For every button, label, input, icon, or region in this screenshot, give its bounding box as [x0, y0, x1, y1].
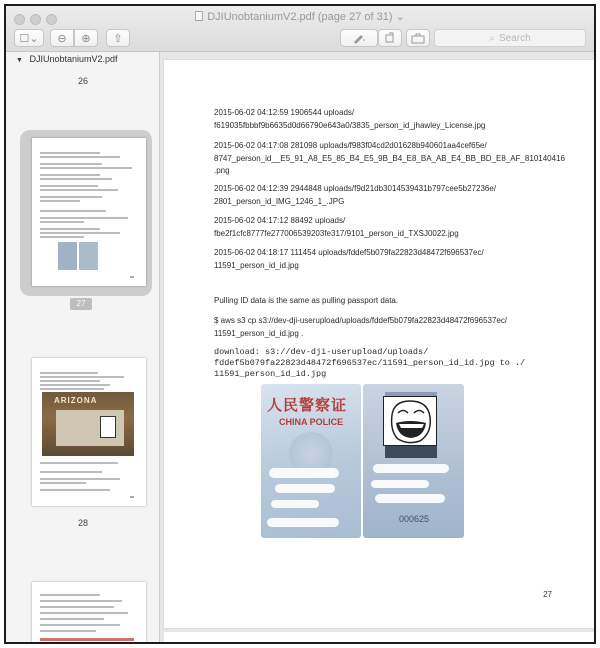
- card-title: 人民警察证: [267, 396, 348, 414]
- document-icon: [195, 11, 203, 21]
- redaction-bar: [275, 484, 335, 493]
- thumb-text-line: [40, 630, 96, 632]
- uniform: [385, 446, 437, 458]
- thumb-text-line: [40, 462, 118, 464]
- thumb-text-line: [40, 624, 120, 626]
- thumb-text-line: [40, 185, 98, 187]
- thumbnail-page-label: 28: [77, 518, 88, 528]
- thumb-text-line: [40, 189, 118, 191]
- selected-page-badge: 27: [70, 298, 92, 310]
- search-placeholder: Search: [498, 32, 531, 44]
- thumb-text-line: [40, 372, 98, 374]
- thumbnail-page-label: 26: [77, 76, 88, 86]
- redaction-bar: [267, 518, 339, 527]
- share-icon: ⇧: [113, 32, 123, 45]
- title-bar: [6, 6, 594, 52]
- thumb-text-line: [40, 594, 100, 596]
- troll-face-icon: [384, 397, 436, 445]
- thumb-text-line: [40, 228, 100, 230]
- log-line: .png: [214, 166, 230, 175]
- zoom-in-button[interactable]: [74, 29, 98, 47]
- thumb-text-line: [40, 489, 110, 491]
- thumb-license-state: ARIZONA: [54, 396, 98, 405]
- thumb-text-line: [40, 482, 86, 484]
- thumbnail-page-29[interactable]: [32, 582, 146, 644]
- log-line: 11591_person_id_id.jpg: [214, 261, 299, 270]
- thumb-text-line: [40, 210, 106, 212]
- log-line: 2015-06-02 04:12:59 1906544 uploads/: [214, 108, 355, 117]
- thumb-text-line: [40, 376, 124, 378]
- thumbnail-page-27[interactable]: [32, 138, 146, 286]
- thumb-text-line: [40, 600, 122, 602]
- pdf-page: [164, 60, 594, 628]
- output-line: fddef5b079fa22823d48472f696537ec/11591_person_id_id.jpg to ./: [214, 358, 526, 368]
- search-icon: ⌕: [489, 32, 495, 44]
- thumb-license-image: [42, 392, 134, 456]
- thumbnail-sidebar[interactable]: [6, 52, 160, 644]
- card-id-number: 000625: [399, 514, 430, 524]
- thumb-text-line: [40, 471, 102, 473]
- log-line: fbe2f1cfc8777fe277006539203fe317/9101_person_id_TXSJ0022.jpg: [214, 229, 459, 238]
- thumb-text-line: [40, 196, 102, 198]
- sidebar-file-name: DJIUnobtaniumV2.pdf: [29, 54, 118, 64]
- thumb-page-number: [130, 276, 134, 278]
- zoom-in-icon: ⊕: [81, 32, 91, 45]
- thumb-text-line: [40, 221, 84, 223]
- thumb-text-line: [40, 380, 100, 382]
- redaction-bar: [269, 468, 339, 478]
- redaction-bar: [373, 464, 449, 473]
- redaction-bar: [375, 494, 445, 503]
- zoom-out-icon: ⊖: [57, 32, 67, 45]
- thumb-text-line: [40, 167, 132, 169]
- log-line: f619035fbbbf9b6635d0d66790e643a0/3835_person_id_jhawley_License.jpg: [214, 121, 486, 130]
- pen-icon: [351, 32, 367, 44]
- thumb-text-line: [40, 388, 104, 390]
- thumb-text-line: [40, 618, 104, 620]
- log-line: 2015-06-02 04:18:17 111454 uploads/fddef5b079fa22823d48472f696537ec/: [214, 248, 484, 257]
- command-line: 11591_person_id_id.jpg .: [214, 329, 304, 338]
- troll-face-overlay: [383, 396, 437, 446]
- disclosure-triangle-icon[interactable]: ▼: [16, 57, 23, 64]
- body-text: Pulling ID data is the same as pulling passport data.: [214, 296, 399, 305]
- zoom-out-button[interactable]: [50, 29, 74, 47]
- thumb-text-line: [40, 384, 110, 386]
- next-pdf-page: [164, 632, 594, 644]
- police-id-card-front: [261, 384, 361, 538]
- card-subtitle: CHINA POLICE: [279, 417, 344, 427]
- thumb-text-line: [40, 612, 128, 614]
- toolbox-button[interactable]: [406, 29, 430, 47]
- log-line: 2015-06-02 04:12:39 2944848 uploads/f9d21db3014539431b797cee5b27236e/: [214, 184, 497, 193]
- output-line: 11591_person_id_id.jpg: [214, 369, 327, 379]
- thumb-highlight-line: [40, 638, 134, 641]
- preview-window: [4, 4, 596, 644]
- sidebar-file-header[interactable]: [6, 52, 160, 66]
- thumb-text-line: [40, 156, 120, 158]
- sidebar-toggle-button[interactable]: [14, 29, 44, 47]
- thumb-text-line: [40, 606, 114, 608]
- page-number: 27: [543, 590, 552, 599]
- window-title-text: DJIUnobtaniumV2.pdf (page 27 of 31): [207, 11, 393, 23]
- thumb-text-line: [40, 174, 100, 176]
- chevron-down-icon[interactable]: ⌄: [395, 11, 405, 23]
- share-button[interactable]: [106, 29, 130, 47]
- sidebar-icon: ☐⌄: [19, 32, 39, 45]
- thumb-text-line: [40, 163, 102, 165]
- markup-button[interactable]: [340, 29, 378, 47]
- log-line: 2015-06-02 04:17:12 88492 uploads/: [214, 216, 346, 225]
- redaction-bar: [271, 500, 319, 508]
- document-viewer[interactable]: [161, 52, 594, 644]
- thumb-text-line: [40, 478, 120, 480]
- command-line: $ aws s3 cp s3://dev-dji-userupload/uploads/fddef5b079fa22823d48472f696537ec/: [214, 316, 508, 325]
- log-line: 2015-06-02 04:17:08 281098 uploads/f983f04cd2d01628b940601aa4cef65e/: [214, 141, 487, 150]
- toolbox-icon: [411, 32, 425, 44]
- thumb-text-line: [40, 178, 112, 180]
- log-line: 8747_person_id__E5_91_A8_E5_85_B4_E5_9B_B4_E8_BA_AB_E4_BB_BD_E8_AF_810140416: [214, 154, 565, 163]
- output-line: download: s3://dev-dji-userupload/uploads/: [214, 347, 429, 357]
- window-title: [6, 10, 594, 23]
- redaction-bar: [371, 480, 429, 488]
- rotate-icon: [384, 32, 396, 44]
- thumb-text-line: [40, 232, 120, 234]
- log-line: 2801_person_id_IMG_1246_1_.JPG: [214, 197, 345, 206]
- police-id-card-back: [363, 384, 464, 538]
- thumb-text-line: [40, 236, 84, 238]
- thumb-id-card-image: [58, 242, 98, 270]
- search-field[interactable]: [434, 29, 586, 47]
- thumb-page-number: [130, 496, 134, 498]
- thumbnail-page-28[interactable]: [32, 358, 146, 506]
- thumb-text-line: [40, 217, 128, 219]
- thumb-text-line: [40, 200, 80, 202]
- rotate-button[interactable]: [378, 29, 402, 47]
- thumb-text-line: [40, 152, 100, 154]
